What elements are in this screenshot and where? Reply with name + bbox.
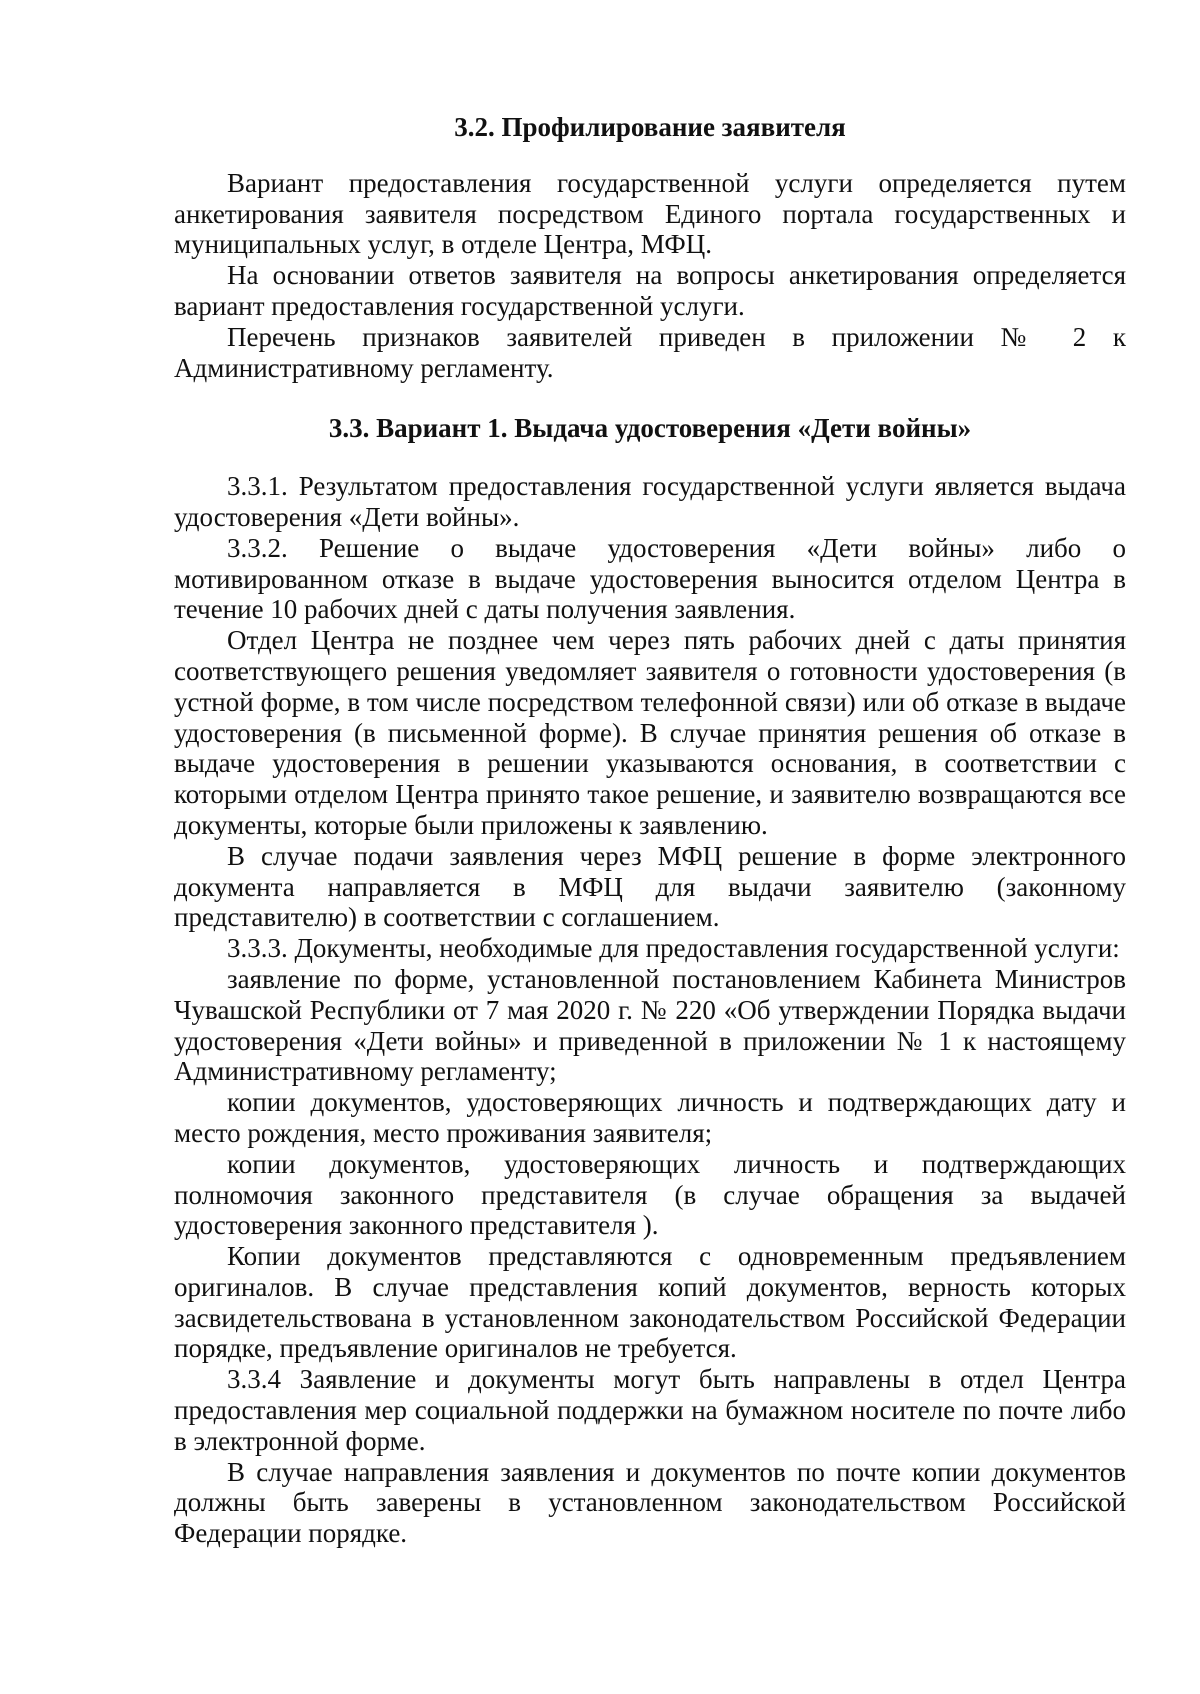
paragraph: 3.3.3. Документы, необходимые для предоставления государственной услуги: <box>227 933 1120 964</box>
paragraph: заявление по форме, установленной постановлением Кабинета Министров Чувашской Республики от 7 мая 2020 г. № 220 «Об утверждении Порядка выдачи удостоверения «Дети войны» и приведенной в приложении № 1 к настоящему Административному регламенту; <box>174 963 1126 1087</box>
paragraph: копии документов, удостоверяющих личность и подтверждающих дату и место рождения, место проживания заявителя; <box>174 1087 1126 1148</box>
document-page <box>174 112 1126 1549</box>
paragraph: Перечень признаков заявителей приведен в приложении № 2 к Административному регламенту. <box>174 321 1126 383</box>
paragraph: На основании ответов заявителя на вопросы анкетирования определяется вариант предоставления государственной услуги. <box>174 260 1126 321</box>
paragraph: копии документов, удостоверяющих личность и подтверждающих полномочия законного представителя (в случае обращения за выдачей удостоверения законного представителя ). <box>174 1148 1126 1241</box>
paragraph: Вариант предоставления государственной услуги определяется путем анкетирования заявителя посредством Единого портала государственных и муниципальных услуг, в отделе Центра, МФЦ. <box>174 167 1126 260</box>
paragraph: 3.3.4 Заявление и документы могут быть направлены в отдел Центра предоставления мер социальной поддержки на бумажном носителе по почте либо в электронной форме. <box>174 1364 1126 1456</box>
section-heading-3-3: 3.3. Вариант 1. Выдача удостоверения «Дети войны» <box>328 413 972 444</box>
paragraph: В случае подачи заявления через МФЦ решение в форме электронного документа направляется в МФЦ для выдачи заявителю (законному представителю) в соответствии с соглашением. <box>174 840 1126 933</box>
paragraph: Копии документов представляются с одновременным предъявлением оригиналов. В случае представления копий документов, верность которых засвидетельствована в установленном законодательством Российской Федерации порядке, предъявление оригиналов не требуется. <box>174 1241 1126 1364</box>
paragraph: 3.3.1. Результатом предоставления государственной услуги является выдача удостоверения «Дети войны». <box>174 471 1126 532</box>
paragraph: 3.3.2. Решение о выдаче удостоверения «Дети войны» либо о мотивированном отказе в выдаче удостоверения выносится отделом Центра в течение 10 рабочих дней с даты получения заявления. <box>174 532 1126 625</box>
paragraph: В случае направления заявления и документов по почте копии документов должны быть заверены в установленном законодательством Российской Федерации порядке. <box>174 1456 1126 1549</box>
paragraph: Отдел Центра не позднее чем через пять рабочих дней с даты принятия соответствующего решения уведомляет заявителя о готовности удостоверения (в устной форме, в том числе посредством телефонной связи) или об отказе в выдаче удостоверения (в письменной форме). В случае принятия решения об отказе в выдаче удостоверения в решении указываются основания, в соответствии с которыми отделом Центра принято такое решение, и заявителю возвращаются все документы, которые были приложены к заявлению. <box>174 625 1126 840</box>
section-heading-3-2: 3.2. Профилирование заявителя <box>454 112 846 142</box>
